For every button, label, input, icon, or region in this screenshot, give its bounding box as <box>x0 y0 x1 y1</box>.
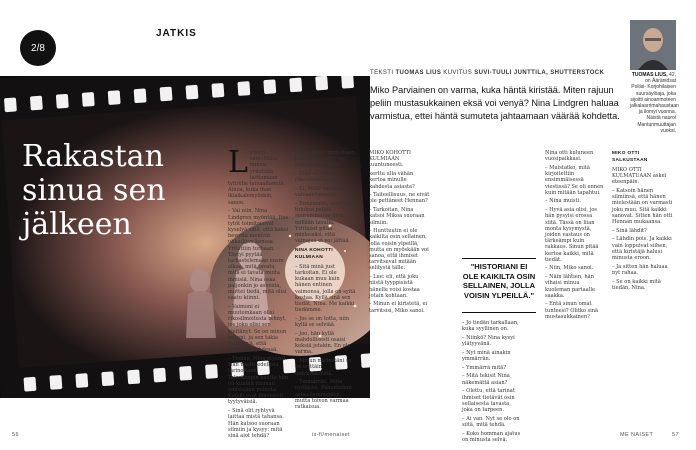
paragraph: – Katsoin hänen silmiinsä, että hänen mielestään on varmasti joku muu. Sitä kaikki sanovat. Sitten hän otti Hennan mukaansa. <box>612 188 673 226</box>
article-column <box>612 150 673 294</box>
article-column <box>369 150 430 316</box>
paragraph: – Hyvä asia olisi, jos hän pysyisi erossa siitä. Tässä on liian monta kysymystä, joiden vastaus on tärkeämpi kuin rakkaus. Sinun pitää kertoa kaikki, mitä tiedät. <box>545 207 599 263</box>
author-bio-text: 42, on Ääränidsat Poliisi- Korjohilaisen suursäylöaja, joka sijoitti ainoanmoteen jalkalaarrimahaustaan ja ilomyi vuonna. Näistä nauroi Mantunmuuttajan vuoksi. <box>630 72 679 134</box>
paragraph: – Jo tiedän tarkallaan, kuka syyllinen on. <box>462 320 519 333</box>
page-number-badge <box>20 30 56 66</box>
pullquote-rule <box>462 312 536 313</box>
paragraph: – Olettu, että tarinat ihmiset tietävät osin sellaisesta tavasta, joka on tarpeen. <box>462 388 515 413</box>
credit-illustrator: SUVI-TUULI JUNTTILA, SHUTTERSTOCK <box>474 70 605 76</box>
paragraph: – Lue: eli, että joku niistä tyyppisistä hänelle voisi kostaa jotain kohtaan. <box>369 274 420 299</box>
paragraph: – Nina muisti. <box>545 198 581 205</box>
credit-author: TUOMAS LIUS <box>395 70 442 76</box>
paragraph: – Muistatko, mitä kirjoitettiin ensimmäisessä viestissä? Se oli ennen kuin mitään tapahtui. <box>545 164 604 196</box>
paragraph: yhesti samottuna minua yritetään laittamaan tyttöille taivaaltamitä. Ainoa, kuka ihan ikiaikalemyöskin, sanoo. <box>228 150 286 206</box>
author-bio <box>630 72 679 134</box>
headline-line: Rakastan <box>22 139 164 174</box>
paragraph: – Tietenkin tunnustaan, kun jotain uutta on alkanut tapahtua. <box>295 150 356 169</box>
paragraph: – Niinkö? Nina kysyi ylätyyvänä. <box>462 334 515 348</box>
paragraph: – Nyt minä ainakin ymmärrän. <box>462 349 511 363</box>
paragraph: – Tiedän, Nina myönsi. Hän mietti edellisiä tarinoitaan. Teleskoopin kautta hän oli kuullut hieman omistajien puheita. Kaikki ovat ilmeisesti tyytyväisiä. <box>228 356 289 406</box>
paragraph: – Koko homman ajatus on minusta selvä. <box>462 430 521 443</box>
credit-label: KUVITUS <box>443 70 473 76</box>
paragraph: – Minun ei kiristetä, ei tarvitsisi, Miko sanoi. <box>369 301 428 314</box>
pullquote-rule <box>462 258 536 259</box>
section-label: JATKIS <box>156 28 197 39</box>
paragraph: – Se on kaikki mitä tiedän, Nina. <box>612 278 661 291</box>
paragraph: – Sinä olit ryhtyvä laittaa mistä tahansa. Hän katsoo suoraan silmiin ja kysyy: mitä sinä aiot tehdä? <box>228 408 284 439</box>
paragraph: – Lähdin pois. Ja kaikki vain loppuivat siihen, että kiristäjä halusi minusta eroon. <box>612 236 672 262</box>
pull-quote: "HISTORIANI EI OLE KAIKILTA OSIN SELLAINEN, JOLLA VOISIN YLPEILLÄ." <box>462 262 536 300</box>
paragraph: – Ymmärrä mitä? <box>462 364 507 371</box>
article-column <box>462 320 523 445</box>
paragraph: – Sitä minä just tarkoitan. Ei ole kukaan muu kuin hänen entinen vaimonsa, jolla on syitä kostaa. Kyllä sinä sen tiedät, Nina. Me kaikki tiedämme. <box>295 263 356 314</box>
paragraph: – Ennemmin, tärvötteet tuluksa paljon suuremmassa kuin millään tavalla. Yrittäisit pitää mielessäsi, että vainajaa ei voi jättää. <box>295 200 356 245</box>
paragraph: – Minun mielestäni se on erittäin todennäköistä. <box>295 358 352 377</box>
paragraph: MIKO KOHOTTI KULMIAAN tuuntuneesti. <box>369 150 412 169</box>
paragraph: kerttu ulla vähän kertoa minulle kahdesta asiasta? <box>369 171 415 190</box>
paragraph: MIKO OTTI KULMATUAAN askel eteenpäin. <box>612 166 667 186</box>
paragraph: – Hunttuutin ei ole kaikilta osin sellainen, jolla voisin ylpeillä, mutta en myöskään voi sanoa, että ihmiset tarvitsevat mitään selitystä tälle. <box>369 228 429 272</box>
footer-brand: ME NAISET <box>620 432 654 438</box>
footer-url: is-fi/menaiset <box>312 432 350 438</box>
page-number-text: 2/8 <box>31 42 45 54</box>
author-name: TUOMAS LIUS, <box>631 72 668 78</box>
author-portrait <box>630 20 676 70</box>
lead-paragraph: Miko Parviainen on varma, kuka häntä kiristää. Miten rajuun peliin mustasukkainen eksä voi venyä? Nina Lindgren haluaa varmistua, ettei häntä sumuteta jahtaamaan väärää kohdetta. <box>370 85 620 121</box>
paragraph: – Vaimoni ei muutoinkaan olisi rikosilmoitusta tehnyt, jos joku olisi sen kieltänyt. Se on minun juttuni, ja sen takia ihan hyvä, että mietimme yhdessä. <box>228 303 287 354</box>
paragraph: – Näin lähtien, hän vihaisi minua kuoleman partaalle saakka. <box>545 274 595 299</box>
subhead: MIKO OTTI SALKUSTAAN <box>612 151 648 164</box>
paragraph: Nina otti kuluneen vuosipaikkasi. <box>545 150 594 163</box>
paragraph: – Niin, Miko sanoi. <box>545 265 594 272</box>
paragraph: – Mitä tekisit Nina näkemättä asian? <box>462 373 510 386</box>
article-headline <box>22 140 172 242</box>
article-column <box>228 145 289 442</box>
paragraph: – Ai van. Nyt se olo on siitä, mitä tehdä. <box>462 415 520 428</box>
credit-label: TEKSTI <box>370 70 394 76</box>
paragraph: – Taiteellisuus, ne eivät ole pettäneet Hennan? <box>369 192 430 205</box>
byline <box>370 70 604 76</box>
article-column <box>545 150 606 323</box>
paragraph: – Tarkoitan, Nina katsoi Mikoa suoraan silmiin. <box>369 207 425 226</box>
headline-line: sinua sen <box>22 173 166 208</box>
paragraph: – Jos se on totta, niin kyllä se selviää. <box>295 315 350 329</box>
paragraph: – Ymmärrän, Nina nyökkäsi. Pahoitteleni asiaa kymmenien, mutta toivon varmaa ratkaisua. <box>295 379 352 411</box>
subhead: NINA KOHOTTI KULMIAAN <box>295 247 334 261</box>
paragraph: – Sinä lähdit? <box>612 227 647 234</box>
paragraph: – Ei, Miko naurahti vaivaantuneesti. <box>295 186 345 199</box>
headline-line: jälkeen <box>22 207 132 242</box>
page-number-left: 56 <box>12 432 19 438</box>
paragraph: – Entä sinun omat tunteesi? Olitko sinä mustasukkainen? <box>545 301 599 320</box>
drop-cap: L <box>228 145 248 180</box>
article-column <box>295 150 356 413</box>
paragraph: – Eikö se tehnyt rikosilmoitusta? <box>295 171 337 184</box>
page-number-right: 57 <box>672 432 679 438</box>
paragraph: – Vai niin, Nina Lindgren myöntää. Itse tytöt toimitaisivat kyselyä siitä, että kaksi hevosta menivät uhkailijan kanssa. Yritettiin turhaan. Täytyi pyytää tarkastelemaan ensin aikaa, mitä tavata, mitä ei tavata muita ihmisiä. Nina osaa paljonkin jo asioista, muttei tiedä, mitä olisi saatu kiinni. <box>228 208 289 302</box>
paragraph: – Ja sitten hän haluaa nyt rahaa. <box>612 263 668 276</box>
paragraph: – Joo, hän kyllä mahdollisesti osaisi keksiä jotakin. En ole varma. <box>295 330 351 356</box>
